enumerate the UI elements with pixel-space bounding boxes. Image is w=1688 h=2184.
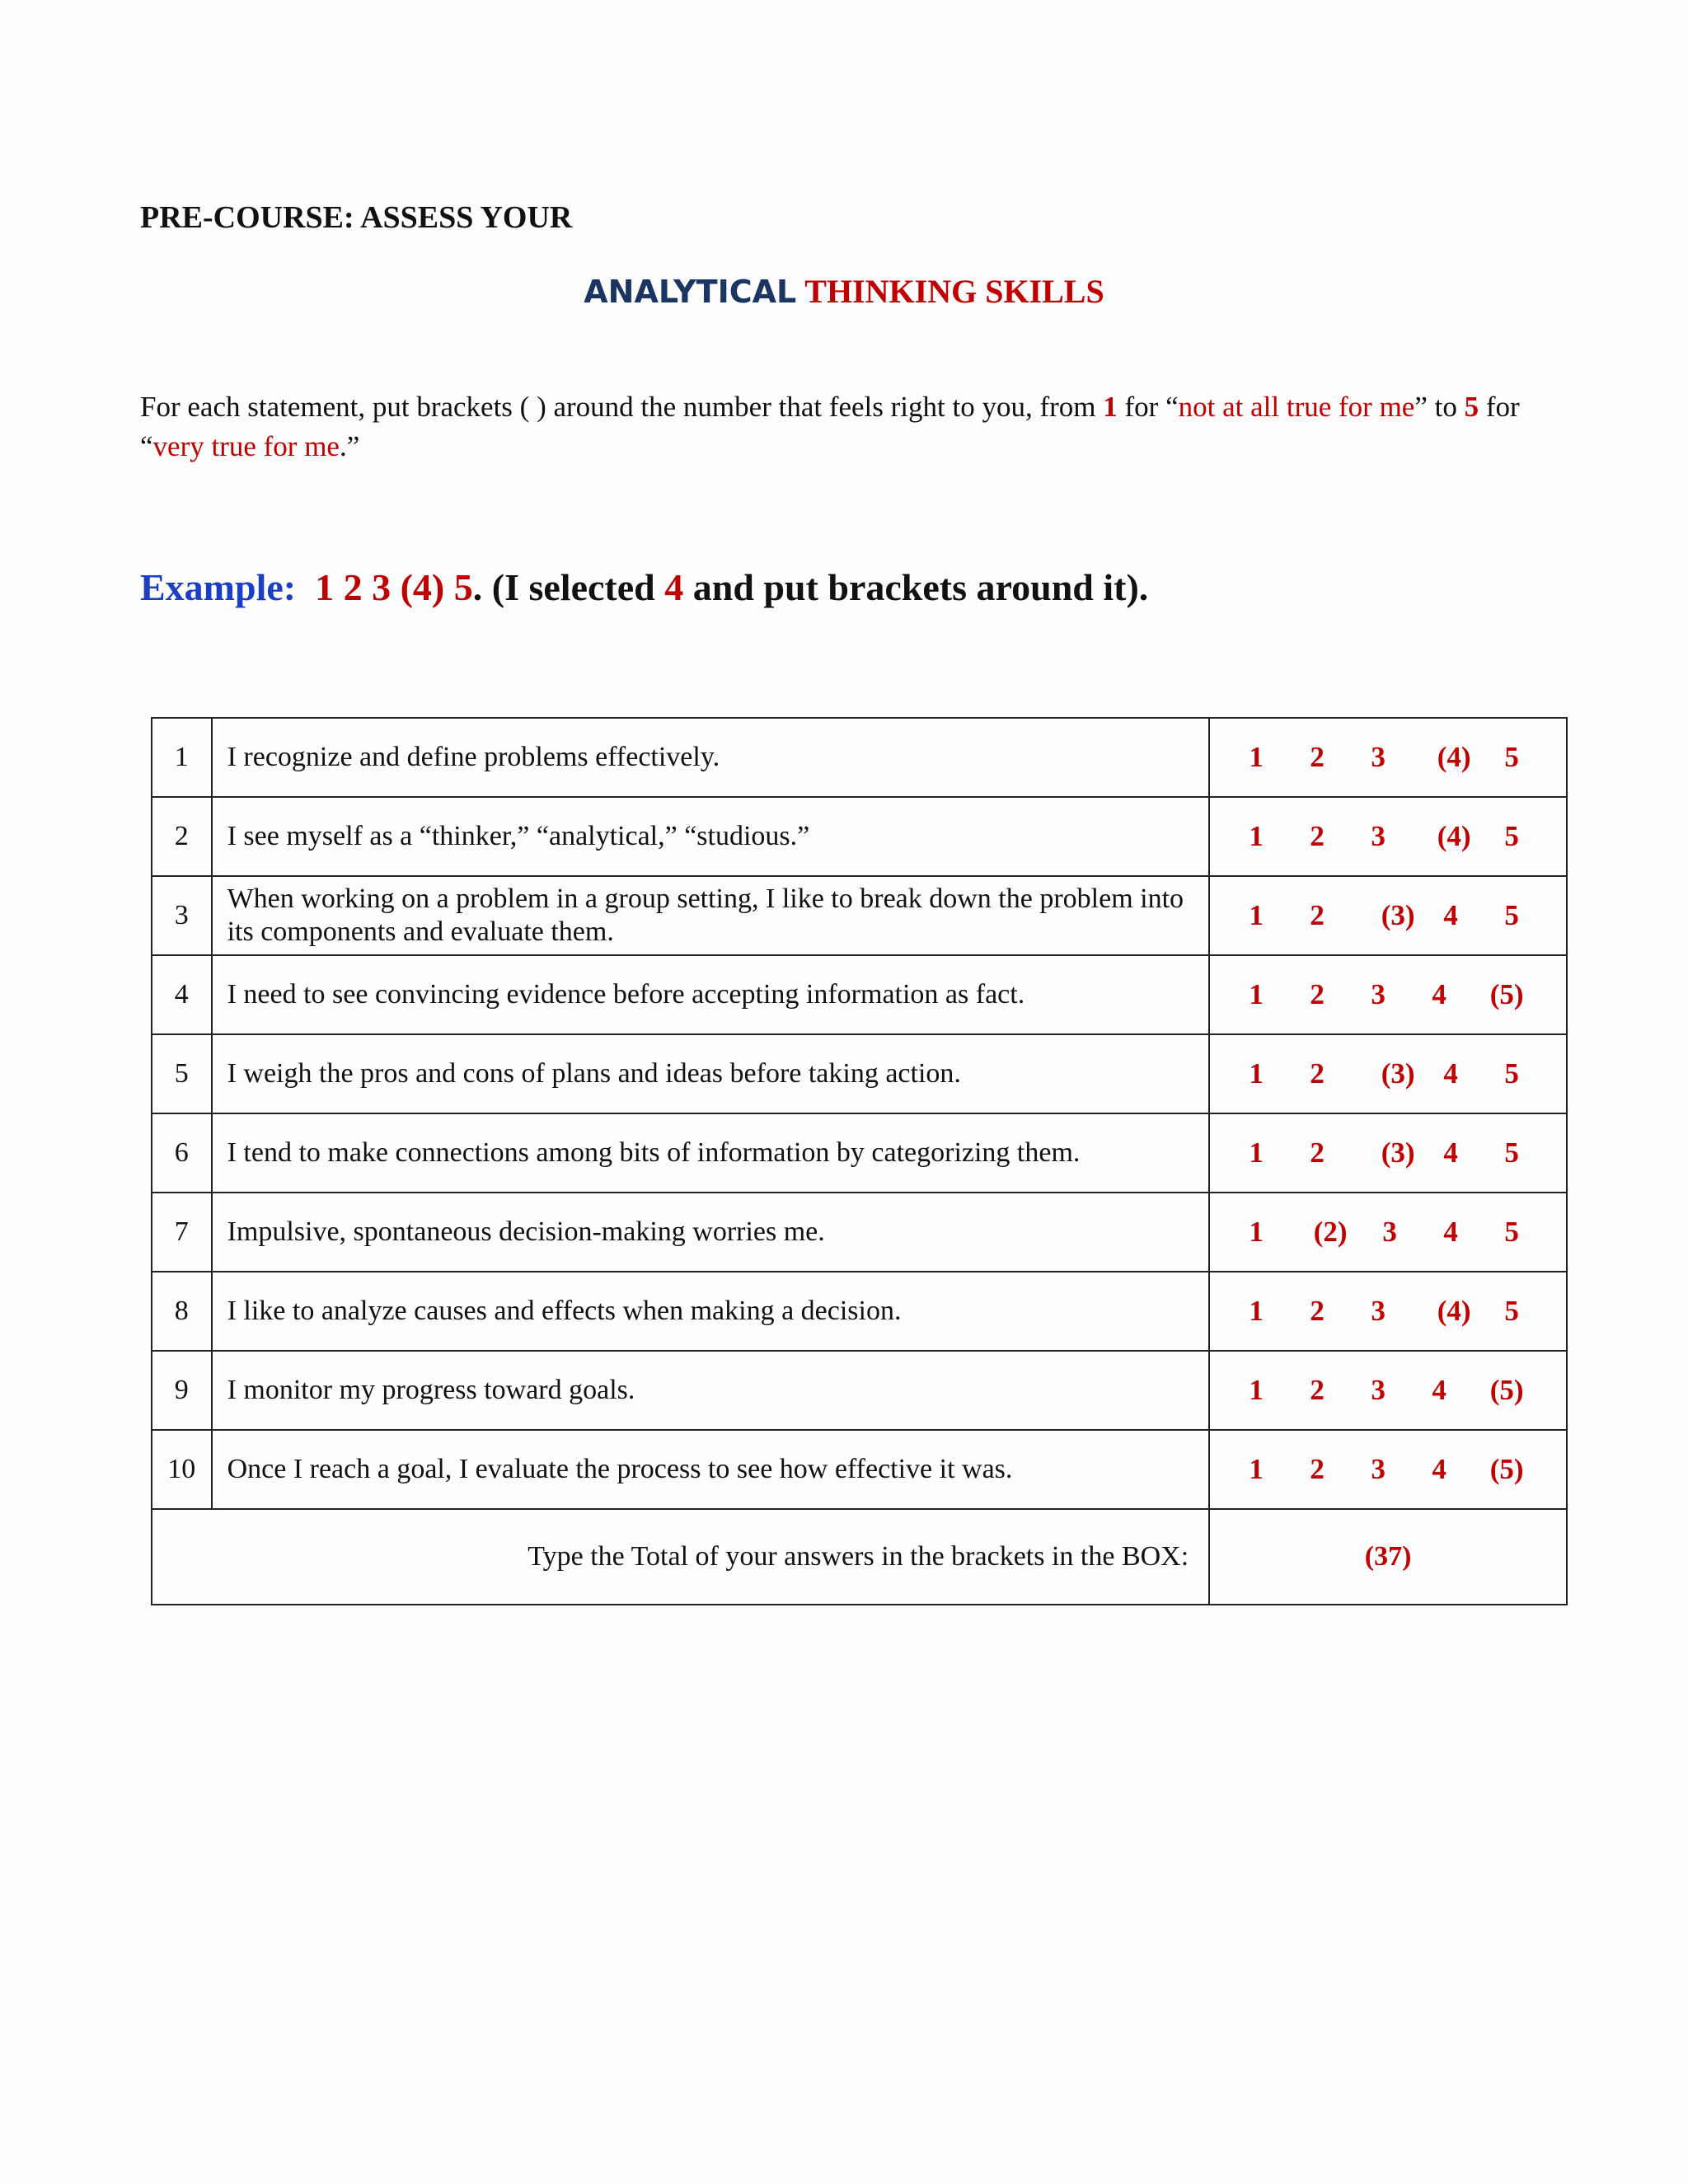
rating-option[interactable]: 4: [1443, 1057, 1458, 1090]
table-row: [152, 876, 1567, 955]
rating-option[interactable]: 1: [1249, 1057, 1264, 1090]
rating-options: [1210, 956, 1566, 1033]
rating-option-selected[interactable]: (4): [1437, 1295, 1471, 1327]
rating-scale: [1209, 1351, 1567, 1430]
rating-scale: [1209, 1193, 1567, 1272]
rating-option[interactable]: 5: [1504, 1216, 1519, 1248]
rating-option[interactable]: 4: [1443, 899, 1458, 931]
rating-option[interactable]: 2: [1310, 978, 1325, 1010]
rating-option[interactable]: 2: [1310, 899, 1325, 931]
instructions-low-number: 1: [1103, 391, 1118, 423]
rating-option[interactable]: 3: [1371, 741, 1386, 773]
rating-options: [1210, 719, 1566, 796]
table-row: [152, 1193, 1567, 1272]
subtitle-thinking-skills: THINKING SKILLS: [804, 273, 1104, 310]
instructions-high-label: very true for me: [152, 430, 340, 462]
statement-text: I need to see convincing evidence before accepting information as fact.: [212, 955, 1210, 1034]
statement-text: Once I reach a goal, I evaluate the process to see how effective it was.: [212, 1430, 1210, 1509]
statement-text: I weigh the pros and cons of plans and ideas before taking action.: [212, 1034, 1210, 1113]
table-row: [152, 955, 1567, 1034]
statement-text: I tend to make connections among bits of information by categorizing them.: [212, 1113, 1210, 1193]
example-label: Example:: [140, 566, 297, 608]
assessment-table: [151, 717, 1568, 1605]
rating-scale: [1209, 955, 1567, 1034]
rating-option-selected[interactable]: (5): [1489, 1374, 1524, 1406]
rating-options: [1210, 1193, 1566, 1271]
page-subtitle: [0, 272, 1688, 311]
rating-option[interactable]: 4: [1432, 1453, 1447, 1485]
rating-option[interactable]: 1: [1249, 741, 1264, 773]
statement-number: 8: [152, 1272, 212, 1351]
instructions-text-2: for “: [1117, 391, 1179, 423]
rating-option[interactable]: 2: [1310, 1453, 1325, 1485]
rating-option-selected[interactable]: (5): [1489, 978, 1524, 1010]
example-text-1: . (I selected: [472, 566, 665, 608]
table-row: [152, 1351, 1567, 1430]
rating-option[interactable]: 2: [1310, 741, 1325, 773]
statement-number: 6: [152, 1113, 212, 1193]
table-row: [152, 1430, 1567, 1509]
rating-scale: [1209, 797, 1567, 876]
rating-option[interactable]: 1: [1249, 1453, 1264, 1485]
rating-option[interactable]: 3: [1382, 1216, 1397, 1248]
statement-number: 3: [152, 876, 212, 955]
statement-text: When working on a problem in a group setting, I like to break down the problem into its components and evaluate them.: [212, 876, 1210, 955]
rating-option[interactable]: 1: [1249, 899, 1264, 931]
rating-option[interactable]: 1: [1249, 1374, 1264, 1406]
instructions-text-1: For each statement, put brackets ( ) around the number that feels right to you, from: [140, 391, 1104, 423]
table-row: [152, 1034, 1567, 1113]
rating-option-selected[interactable]: (5): [1489, 1453, 1524, 1485]
statement-number: 9: [152, 1351, 212, 1430]
rating-scale: [1209, 718, 1567, 797]
rating-option[interactable]: 2: [1310, 1057, 1325, 1090]
statement-number: 10: [152, 1430, 212, 1509]
statement-text: I like to analyze causes and effects when making a decision.: [212, 1272, 1210, 1351]
rating-option-selected[interactable]: (3): [1381, 1137, 1415, 1169]
instructions-text-3: ” to: [1414, 391, 1465, 423]
rating-option[interactable]: 3: [1371, 978, 1386, 1010]
rating-option[interactable]: 4: [1432, 978, 1447, 1010]
rating-option[interactable]: 5: [1504, 899, 1519, 931]
statement-text: I recognize and define problems effectively.: [212, 718, 1210, 797]
rating-option[interactable]: 2: [1310, 1137, 1325, 1169]
rating-option[interactable]: 2: [1310, 1295, 1325, 1327]
rating-option[interactable]: 1: [1249, 1137, 1264, 1169]
rating-option[interactable]: 3: [1371, 1453, 1386, 1485]
rating-option[interactable]: 5: [1504, 820, 1519, 852]
instructions: [140, 387, 1558, 466]
instructions-low-label: not at all true for me: [1178, 391, 1415, 423]
rating-options: [1210, 1272, 1566, 1350]
rating-option[interactable]: 1: [1249, 820, 1264, 852]
rating-option-selected[interactable]: (2): [1313, 1216, 1348, 1248]
rating-options: [1210, 1352, 1566, 1429]
example-selected: 4: [664, 566, 684, 608]
rating-option[interactable]: 1: [1249, 1216, 1264, 1248]
total-row: [152, 1509, 1567, 1605]
rating-option[interactable]: 5: [1504, 1295, 1519, 1327]
rating-option-selected[interactable]: (4): [1437, 741, 1471, 773]
total-answer-box[interactable]: (37): [1209, 1509, 1567, 1605]
table-row: [152, 797, 1567, 876]
rating-option[interactable]: 3: [1371, 820, 1386, 852]
statement-text: I see myself as a “thinker,” “analytical,” “studious.”: [212, 797, 1210, 876]
rating-option[interactable]: 2: [1310, 1374, 1325, 1406]
rating-option-selected[interactable]: (3): [1381, 899, 1415, 931]
rating-options: [1210, 1114, 1566, 1192]
instructions-text-4: for “: [140, 391, 1520, 462]
rating-option[interactable]: 5: [1504, 741, 1519, 773]
statement-number: 5: [152, 1034, 212, 1113]
rating-options: [1210, 1431, 1566, 1508]
rating-scale: [1209, 1272, 1567, 1351]
rating-options: [1210, 877, 1566, 954]
rating-option[interactable]: 4: [1443, 1216, 1458, 1248]
rating-option[interactable]: 5: [1504, 1057, 1519, 1090]
example-text-2: and put brackets around it).: [683, 566, 1149, 608]
rating-scale: [1209, 1430, 1567, 1509]
statement-text: Impulsive, spontaneous decision-making worries me.: [212, 1193, 1210, 1272]
table-row: [152, 1272, 1567, 1351]
rating-option[interactable]: 1: [1249, 1295, 1264, 1327]
rating-option[interactable]: 4: [1443, 1137, 1458, 1169]
statement-number: 2: [152, 797, 212, 876]
rating-scale: [1209, 1113, 1567, 1193]
statement-number: 7: [152, 1193, 212, 1272]
rating-option[interactable]: 5: [1504, 1137, 1519, 1169]
table-row: [152, 718, 1567, 797]
rating-option[interactable]: 3: [1371, 1295, 1386, 1327]
instructions-text-5: .”: [339, 430, 360, 462]
rating-scale: [1209, 876, 1567, 955]
statement-number: 1: [152, 718, 212, 797]
rating-options: [1210, 798, 1566, 875]
rating-option[interactable]: 1: [1249, 978, 1264, 1010]
rating-option[interactable]: 3: [1371, 1374, 1386, 1406]
total-label: Type the Total of your answers in the brackets in the BOX:: [152, 1509, 1209, 1605]
subtitle-analytical: ANALYTICAL: [584, 274, 797, 310]
page-title: PRE-COURSE: ASSESS YOUR: [140, 200, 573, 235]
example-line: [140, 565, 1148, 609]
rating-option-selected[interactable]: (3): [1381, 1057, 1415, 1090]
statement-text: I monitor my progress toward goals.: [212, 1351, 1210, 1430]
rating-option[interactable]: 4: [1432, 1374, 1447, 1406]
table-row: [152, 1113, 1567, 1193]
rating-scale: [1209, 1034, 1567, 1113]
instructions-high-number: 5: [1464, 391, 1479, 423]
rating-options: [1210, 1035, 1566, 1113]
rating-option[interactable]: 2: [1310, 820, 1325, 852]
statement-number: 4: [152, 955, 212, 1034]
example-scale: 1 2 3 (4) 5: [315, 566, 473, 608]
rating-option-selected[interactable]: (4): [1437, 820, 1471, 852]
